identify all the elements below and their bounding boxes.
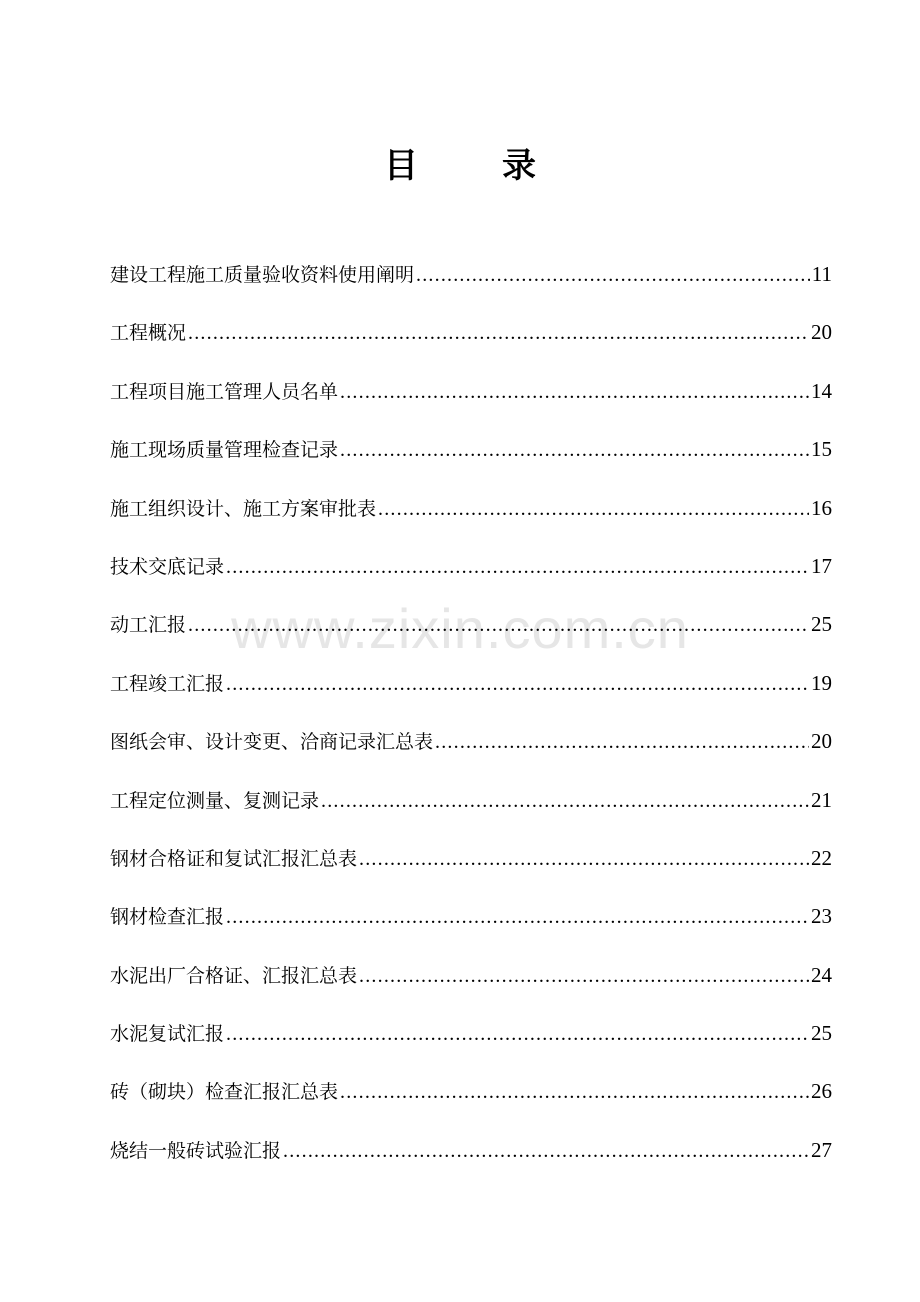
toc-entry-title: 钢材合格证和复试汇报汇总表: [110, 847, 358, 870]
toc-entry[interactable]: [110, 544, 832, 602]
toc-entry-title: 钢材检查汇报: [110, 906, 225, 929]
toc-entry-page: 24: [811, 962, 832, 987]
title-char-1: 目: [384, 146, 418, 186]
toc-entry-title: 工程竣工汇报: [110, 672, 225, 695]
toc-entry[interactable]: [110, 369, 832, 427]
toc-entry[interactable]: [110, 252, 832, 310]
toc-entry-title: 建设工程施工质量验收资料使用阐明: [110, 264, 415, 286]
toc-entry[interactable]: [110, 427, 832, 485]
toc-entry[interactable]: [110, 778, 832, 836]
toc-entry[interactable]: [110, 661, 832, 719]
toc-entry-title: 技术交底记录: [110, 555, 225, 578]
toc-leader-dots: [321, 779, 809, 823]
toc-leader-dots: [378, 487, 809, 531]
toc-leader-dots: [435, 720, 809, 764]
toc-entry[interactable]: [110, 953, 832, 1011]
toc-leader-dots: [340, 370, 809, 414]
toc-leader-dots: [340, 1070, 809, 1114]
toc-entry[interactable]: [110, 836, 832, 894]
toc-entry[interactable]: [110, 486, 832, 544]
toc-entry-title: 动工汇报: [110, 614, 187, 637]
toc-leader-dots: [226, 545, 809, 589]
toc-entry-page: 21: [811, 787, 832, 812]
toc-entry-page: 14: [811, 378, 832, 403]
toc-entry-page: 20: [811, 320, 832, 345]
toc-entry-page: 22: [811, 845, 832, 870]
toc-entry-title: 水泥复试汇报: [110, 1023, 225, 1046]
toc-leader-dots: [416, 253, 810, 297]
toc-leader-dots: [188, 311, 809, 355]
toc-entry[interactable]: [110, 1069, 832, 1127]
toc-entry-page: 20: [811, 729, 832, 754]
toc-leader-dots: [283, 1129, 809, 1173]
toc-entry-page: 26: [811, 1079, 832, 1104]
toc-entry-page: 11: [811, 262, 832, 286]
toc-entry-page: 16: [811, 495, 832, 520]
toc-entry-title: 水泥出厂合格证、汇报汇总表: [110, 964, 358, 987]
toc-entry[interactable]: [110, 1128, 832, 1186]
toc-entry[interactable]: [110, 310, 832, 368]
toc-entry-page: 19: [811, 670, 832, 695]
toc-entry[interactable]: [110, 894, 832, 952]
toc-leader-dots: [226, 895, 809, 939]
toc-leader-dots: [359, 837, 809, 881]
toc-entry-title: 图纸会审、设计变更、洽商记录汇总表: [110, 731, 434, 754]
toc-entry-page: 15: [811, 437, 832, 462]
toc-entry-title: 施工组织设计、施工方案审批表: [110, 497, 377, 520]
toc-entry-page: 17: [811, 553, 832, 578]
toc-entry[interactable]: [110, 1011, 832, 1069]
toc-leader-dots: [226, 662, 809, 706]
toc-entry-title: 工程定位测量、复测记录: [110, 789, 320, 812]
toc-entry-page: 27: [811, 1137, 832, 1162]
watermark: www.zixin.com.cn: [231, 597, 689, 660]
toc-entry-title: 工程概况: [110, 322, 187, 345]
toc-leader-dots: [359, 954, 809, 998]
page-title: [0, 142, 920, 190]
toc-leader-dots: [340, 428, 809, 472]
toc-entry-title: 工程项目施工管理人员名单: [110, 380, 339, 403]
toc-entry[interactable]: [110, 602, 832, 660]
toc-entry[interactable]: [110, 719, 832, 777]
toc-entry-title: 施工现场质量管理检查记录: [110, 439, 339, 462]
toc-entry-page: 25: [811, 1021, 832, 1046]
toc-leader-dots: [188, 603, 809, 647]
title-char-2: 录: [502, 146, 536, 186]
table-of-contents: [110, 252, 832, 1186]
toc-entry-title: 砖（砌块）检查汇报汇总表: [110, 1081, 339, 1104]
toc-leader-dots: [226, 1012, 809, 1056]
toc-entry-title: 烧结一般砖试验汇报: [110, 1139, 282, 1162]
toc-entry-page: 23: [811, 904, 832, 929]
toc-entry-page: 25: [811, 612, 832, 637]
